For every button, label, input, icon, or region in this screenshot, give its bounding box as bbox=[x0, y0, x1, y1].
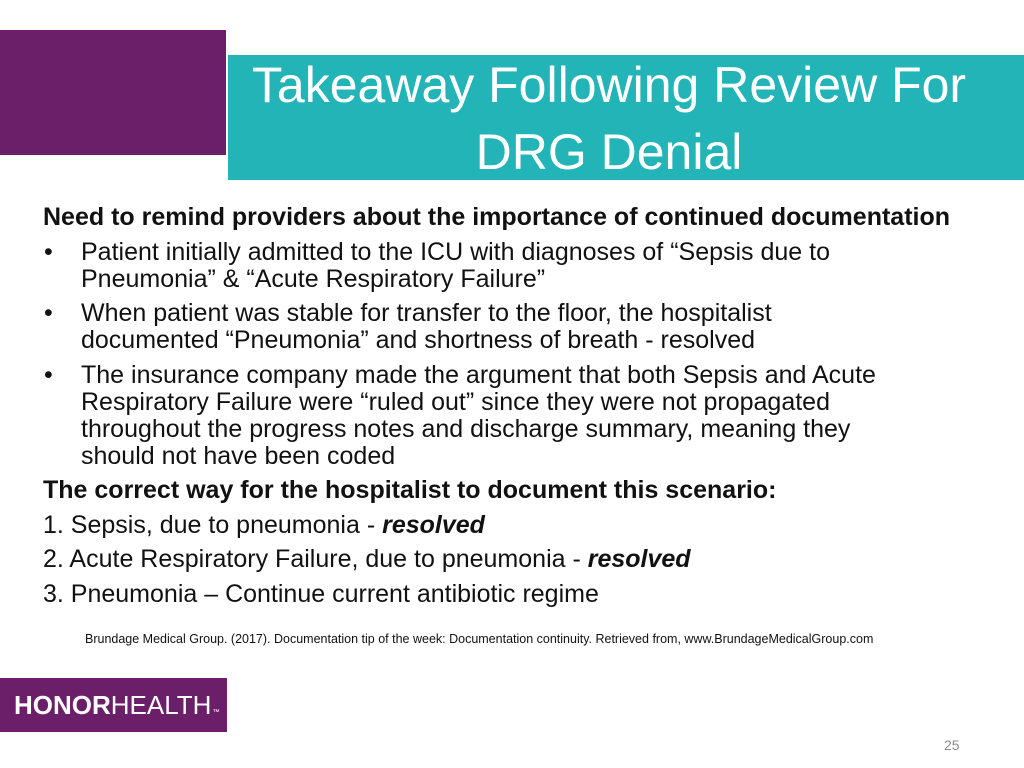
step-text: 2. Acute Respiratory Failure, due to pneumonia - bbox=[43, 545, 588, 573]
slide-body bbox=[43, 204, 1003, 608]
honorhealth-logo bbox=[0, 678, 227, 732]
numbered-step-3 bbox=[43, 581, 1003, 608]
bullet-item: • When patient was stable for transfer to the floor, the hospitalist documented “Pneumonia” and shortness of breath - resolved bbox=[43, 300, 1003, 354]
logo-wordmark bbox=[14, 678, 219, 740]
source-citation: Brundage Medical Group. (2017). Documentation tip of the week: Documentation continuity. Retrieved from, www.BrundageMedicalGroup.com bbox=[85, 632, 874, 646]
step-text: 3. Pneumonia – Continue current antibiotic regime bbox=[43, 579, 599, 608]
numbered-step-1 bbox=[43, 512, 1003, 539]
purple-accent-block bbox=[0, 30, 226, 155]
bullet-item: • Patient initially admitted to the ICU with diagnoses of “Sepsis due to Pneumonia” & “Acute Respiratory Failure” bbox=[43, 239, 1003, 293]
numbered-step-2 bbox=[43, 546, 1003, 573]
trademark-mark: ™ bbox=[212, 709, 220, 716]
bullet-item: • The insurance company made the argument that both Sepsis and Acute Respiratory Failure were “ruled out” since they were not propagated throughout the progress notes and discharge summary, meaning they should not have been coded bbox=[43, 362, 1003, 470]
step-emphasis: resolved bbox=[587, 545, 691, 573]
slide-title: Takeaway Following Review For DRG Denial bbox=[251, 57, 967, 180]
page-number: 25 bbox=[944, 737, 960, 753]
logo-word-health: HEALTH bbox=[110, 690, 212, 720]
body-heading-correct-way: The correct way for the hospitalist to document this scenario: bbox=[43, 476, 777, 504]
step-text: 1. Sepsis, due to pneumonia - bbox=[43, 510, 383, 539]
body-heading-reminder: Need to remind providers about the importance of continued documentation bbox=[43, 203, 951, 231]
step-emphasis: resolved bbox=[382, 510, 485, 539]
logo-word-honor: HONOR bbox=[14, 690, 111, 720]
